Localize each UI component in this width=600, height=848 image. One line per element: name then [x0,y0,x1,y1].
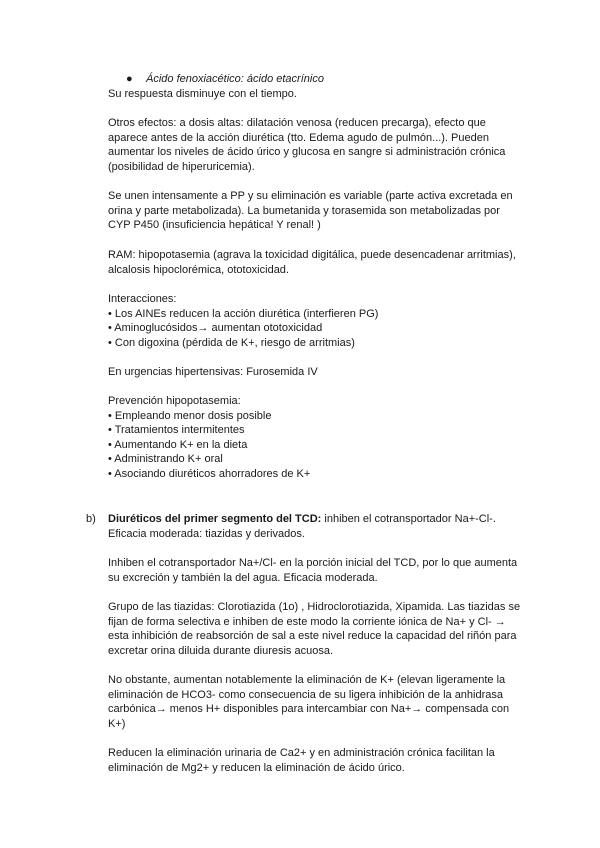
interacciones-list [108,292,528,350]
bullet-text: Ácido fenoxiacético: ácido etacrínico [146,73,324,85]
list-item: • Asociando diuréticos ahorradores de K+ [108,467,311,480]
list-item: • Aminoglucósidos→ aumentan ototoxicidad [108,322,323,335]
paragraph-no-obstante: No obstante, aumentan notablemente la eliminación de K+ (elevan ligeramente la eliminación de HCO3- como consecuencia de su ligera inhibición de la anhidrasa carbónica→ menos H+ disponibles para intercambiar con Na+→ compensada con K+) [108,674,510,730]
paragraph-reducen: Reducen la eliminación urinaria de Ca2+ y en administración crónica facilitan la eliminación de Mg2+ y reducen la eliminación de ácido úrico. [108,747,495,774]
paragraph-urgencias: En urgencias hipertensivas: Furosemida IV [108,366,318,378]
list-item: • Administrando K+ oral [108,453,223,466]
list-item: • Tratamientos intermitentes [108,424,245,437]
interacciones-title: Interacciones: [108,293,177,305]
list-item: • Con digoxina (pérdida de K+, riesgo de arritmias) [108,336,355,349]
section-heading: Diuréticos del primer segmento del TCD: [108,513,322,525]
paragraph-respuesta: Su respuesta disminuye con el tiempo. [108,88,297,100]
paragraph-grupo-tiazidas: Grupo de las tiazidas: Clorotiazida (1o) , Hidroclorotiazida, Xipamida. Las tiazidas se fijan de forma selectiva e inhiben de este modo la corriente iónica de Na+ y Cl- → esta inhibición de reabsorción de sal a este nivel reduce la capacidad del riñón para excretar orina diluida durante diuresis acuosa. [108,601,521,657]
paragraph-union-pp: Se unen intensamente a PP y su eliminación es variable (parte activa excretada en orina y parte metabolizada). La bumetanida y torasemida son metabolizadas por CYP P450 (insuficiencia hepática! Y renal! ) [108,190,513,232]
section-marker: b) [86,513,96,525]
paragraph-ram: RAM: hipopotasemia (agrava la toxicidad digitálica, puede desencadenar arritmias), alcalosis hipoclorémica, ototoxicidad. [108,249,516,276]
prevencion-title: Prevención hipopotasemia: [108,395,241,407]
list-item: • Aumentando K+ en la dieta [108,438,248,451]
paragraph-otros-efectos: Otros efectos: a dosis altas: dilatación venosa (reducen precarga), efecto que aparece antes de la acción diurética (tto. Edema agudo de pulmón...). Pueden aumentar los niveles de ácido úrico y glucosa en sangre si administración crónica (posibilidad de hiperuricemia). [108,117,506,173]
prevencion-list [108,394,528,482]
list-item: • Los AINEs reducen la acción diurética (interfieren PG) [108,307,379,320]
bullet-dot-icon: ● [126,73,133,85]
bullet-acido-fenoxiacetico [126,72,324,87]
list-item: • Empleando menor dosis posible [108,409,272,422]
paragraph-inhiben: Inhiben el cotransportador Na+/Cl- en la porción inicial del TCD, por lo que aumenta su excreción y también la del agua. Eficacia moderada. [108,557,518,584]
document-page: ● Ácido fenoxiacético: ácido etacrínico Su respuesta disminuye con el tiempo. Otros efectos: a dosis altas: dilatación venosa (reducen precarga), efecto que aparece antes de la acción diurética (tto. Edema agudo de pulmón...). Pueden aumentar los niveles de ácido úrico y glucosa en sangre si administración crónica (posibilidad de hiperuricemia). Se unen intensamente a PP y su eliminación es variable (parte activa excretada en orina y parte metabolizada). La bumetanida y torasemida son metabolizadas por CYP P450 (insuficiencia hepática! Y renal! ) RAM: hipopotasemia (agrava la toxicidad digitálica, puede desencadenar arritmias), alcalosis hipoclorémica, ototoxicidad. Interacciones: • Los AINEs reducen la acción diurética (interfieren PG) • Aminoglucósidos→ aumentan ototoxicidad • Con digoxina (pérdida de K+, riesgo de arritmias) En urgencias hipertensivas: Furosemida IV Prevención hipopotasemia: • Empleando menor dosis posible • Tratamientos intermitentes • Aumentando K+ en la dieta • Administrando K+ oral • Asociando diuréticos ahorradores de K+ b) Diuréticos del primer segmento del TCD: inhiben el cotransportador Na+-Cl-. Eficacia moderada: tiazidas y derivados. Inhiben el cotransportador Na+/Cl- en la porción inicial del TCD, por lo que aumenta su excreción y también la del agua. Eficacia moderada. Grupo de las tiazidas: Clorotiazida (1o) , Hidroclorotiazida, Xipamida. Las tiazidas se fijan de forma selectiva e inhiben de este modo la corriente iónica de Na+ y Cl- → esta inhibición de reabsorción de sal a este nivel reduce la capacidad del riñón para excretar orina diluida durante diuresis acuosa. No obstante, aumentan notablemente la eliminación de K+ (elevan ligeramente la eliminación de HCO3- como consecuencia de su ligera inhibición de la anhidrasa carbónica→ menos H+ disponibles para intercambiar con Na+→ compensada con K+) Reducen la eliminación urinaria de Ca2+ y en administración crónica facilitan la eliminación de Mg2+ y reducen la eliminación de ácido úrico. [0,0,600,848]
